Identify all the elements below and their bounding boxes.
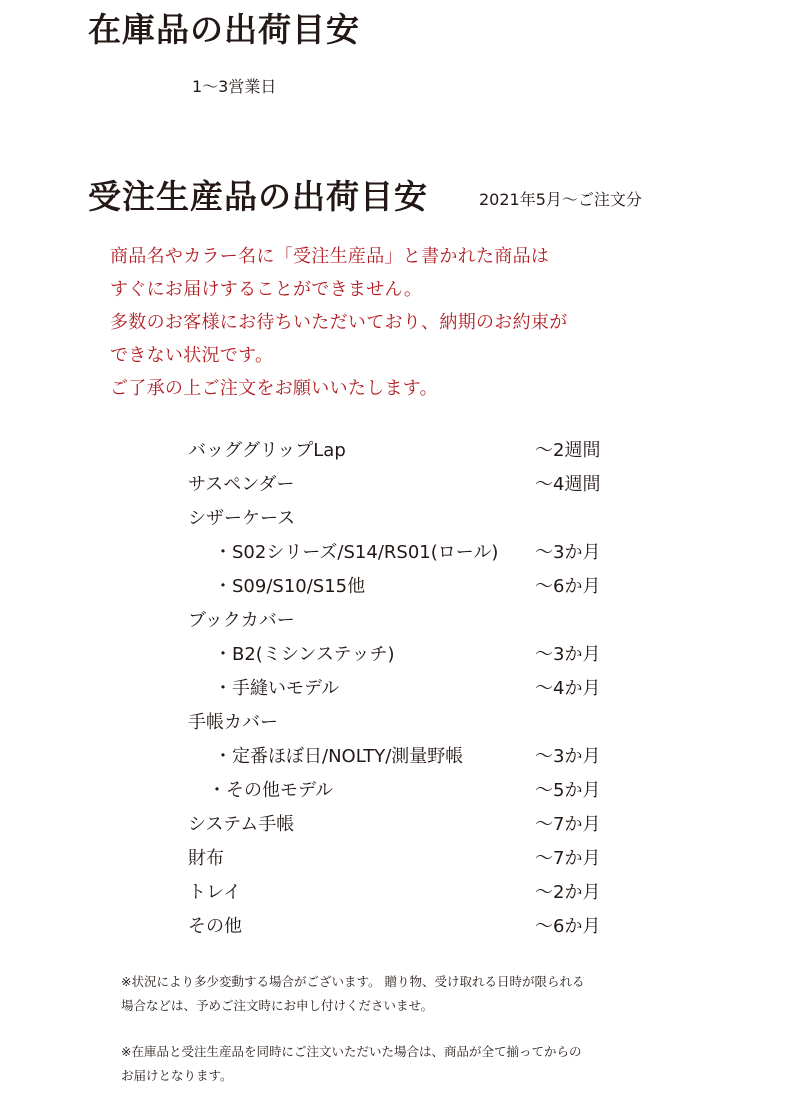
lead-time-value: 〜3か月 xyxy=(535,644,601,665)
footnote-variation xyxy=(121,970,584,1018)
lead-time-value: 〜6か月 xyxy=(535,916,601,937)
lead-time-value: 〜3か月 xyxy=(535,746,601,767)
lead-time-row xyxy=(188,910,628,944)
lead-time-row xyxy=(188,570,628,604)
lead-time-item: ・定番ほぼ日/NOLTY/測量野帳 xyxy=(214,746,464,767)
lead-time-row xyxy=(188,740,628,774)
notice-line: できない状況です。 xyxy=(110,345,274,366)
lead-time-value: 〜7か月 xyxy=(535,814,601,835)
stock-shipping-heading: 在庫品の出荷目安 xyxy=(88,10,360,49)
notice-line: 商品名やカラー名に「受注生産品」と書かれた商品は xyxy=(110,246,550,267)
lead-time-item: トレイ xyxy=(188,882,242,903)
footnote-line: ※在庫品と受注生産品を同時にご注文いただいた場合は、商品が全て揃ってからの xyxy=(121,1044,582,1059)
lead-time-category: シザーケース xyxy=(188,508,296,529)
lead-time-row xyxy=(188,638,628,672)
footnote-line: ※状況により多少変動する場合がございます。 贈り物、受け取れる日時が限られる xyxy=(121,974,585,989)
notice-line: すぐにお届けすることができません。 xyxy=(110,279,423,300)
lead-time-category-row xyxy=(188,502,628,536)
lead-time-category-row xyxy=(188,706,628,740)
lead-time-item: ・S02シリーズ/S14/RS01(ロール) xyxy=(214,542,499,563)
footnote-line: お届けとなります。 xyxy=(121,1068,233,1083)
lead-time-item: ・その他モデル xyxy=(208,780,334,801)
lead-time-row xyxy=(188,774,628,808)
lead-time-row xyxy=(188,842,628,876)
lead-time-row xyxy=(188,434,628,468)
footnote-line: 場合などは、予めご注文時にお申し付けくださいませ。 xyxy=(121,998,434,1013)
lead-time-list xyxy=(188,434,628,944)
lead-time-row xyxy=(188,468,628,502)
lead-time-item: システム手帳 xyxy=(188,814,295,835)
lead-time-item: 財布 xyxy=(188,848,224,869)
lead-time-category: 手帳カバー xyxy=(188,712,278,733)
lead-time-value: 〜2週間 xyxy=(535,440,601,461)
lead-time-row xyxy=(188,672,628,706)
lead-time-item: ・B2(ミシンステッチ) xyxy=(214,644,395,665)
lead-time-value: 〜7か月 xyxy=(535,848,601,869)
lead-time-row xyxy=(188,808,628,842)
lead-time-value: 〜6か月 xyxy=(535,576,601,597)
lead-time-value: 〜3か月 xyxy=(535,542,601,563)
lead-time-item: ・S09/S10/S15他 xyxy=(214,576,366,597)
lead-time-value: 〜5か月 xyxy=(535,780,601,801)
lead-time-item: その他 xyxy=(188,916,242,937)
lead-time-item: バッググリップLap xyxy=(188,440,346,461)
made-to-order-effective-date: 2021年5月〜ご注文分 xyxy=(479,190,642,209)
lead-time-value: 〜4か月 xyxy=(535,678,601,699)
lead-time-category-row xyxy=(188,604,628,638)
footnote-combined-order xyxy=(121,1040,581,1088)
notice-line: 多数のお客様にお待ちいただいており、納期のお約束が xyxy=(110,312,568,333)
lead-time-value: 〜2か月 xyxy=(535,882,601,903)
notice-line: ご了承の上ご注文をお願いいたします。 xyxy=(110,378,438,399)
lead-time-item: サスペンダー xyxy=(188,474,295,495)
made-to-order-notice xyxy=(110,240,568,405)
made-to-order-heading: 受注生産品の出荷目安 xyxy=(88,177,428,216)
lead-time-item: ・手縫いモデル xyxy=(214,678,340,699)
stock-shipping-days: 1〜3営業日 xyxy=(192,77,277,96)
lead-time-category: ブックカバー xyxy=(188,610,295,631)
lead-time-row xyxy=(188,536,628,570)
lead-time-row xyxy=(188,876,628,910)
lead-time-value: 〜4週間 xyxy=(535,474,601,495)
